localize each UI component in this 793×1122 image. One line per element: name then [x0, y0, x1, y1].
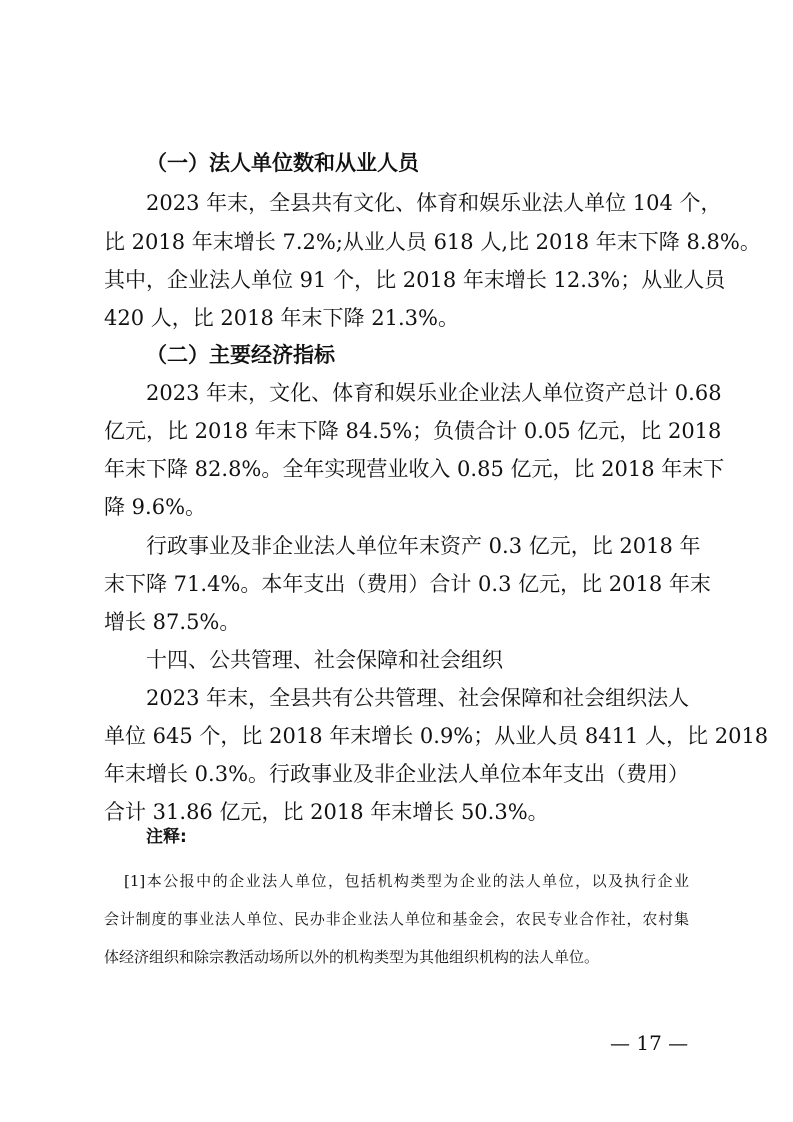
paragraph-line: 2023 年末，全县共有文化、体育和娱乐业法人单位 104 个， [146, 191, 722, 215]
paragraph-line: 年末下降 82.8%。全年实现营业收入 0.85 亿元，比 2018 年末下 [104, 457, 725, 481]
paragraph-line: 增长 87.5%。 [104, 610, 241, 634]
paragraph-line: 合计 31.86 亿元，比 2018 年末增长 50.3%。 [104, 800, 549, 824]
paragraph-line: 其中，企业法人单位 91 个，比 2018 年末增长 12.3%；从业人员 [104, 268, 726, 292]
paragraph-line: 2023 年末，文化、体育和娱乐业企业法人单位资产总计 0.68 [146, 381, 722, 405]
paragraph-line: 比 2018 年末增长 7.2%;从业人员 618 人,比 2018 年末下降 8.8%。 [104, 230, 761, 254]
note-line: [1]本公报中的企业法人单位，包括机构类型为企业的法人单位，以及执行企业 [124, 872, 689, 890]
page-number: — 17 — [610, 1031, 689, 1055]
note-line: 体经济组织和除宗教活动场所以外的机构类型为其他组织机构的法人单位。 [104, 948, 600, 966]
paragraph-line: 2023 年末，全县共有公共管理、社会保障和社会组织法人 [146, 686, 690, 710]
paragraph-line: 亿元，比 2018 年末下降 84.5%；负债合计 0.05 亿元，比 2018 [104, 419, 722, 443]
paragraph-line: 行政事业及非企业法人单位年末资产 0.3 亿元，比 2018 年 [146, 534, 701, 558]
note-line: 会计制度的事业法人单位、民办非企业法人单位和基金会，农民专业合作社，农村集 [104, 910, 689, 928]
section-heading: （二）主要经济指标 [146, 343, 335, 367]
paragraph-line: 降 9.6%。 [104, 495, 207, 519]
paragraph-line: 年末增长 0.3%。行政事业及非企业法人单位本年支出（费用） [104, 762, 690, 786]
chapter-heading: 十四、公共管理、社会保障和社会组织 [146, 648, 503, 672]
paragraph-line: 单位 645 个，比 2018 年末增长 0.9%；从业人员 8411 人，比 2018 [104, 724, 769, 748]
paragraph-line: 末下降 71.4%。本年支出（费用）合计 0.3 亿元，比 2018 年末 [104, 572, 711, 596]
paragraph-line: 420 人，比 2018 年末下降 21.3%。 [104, 306, 459, 330]
section-heading: （一）法人单位数和从业人员 [146, 151, 419, 175]
notes-title: 注释: [146, 827, 187, 847]
